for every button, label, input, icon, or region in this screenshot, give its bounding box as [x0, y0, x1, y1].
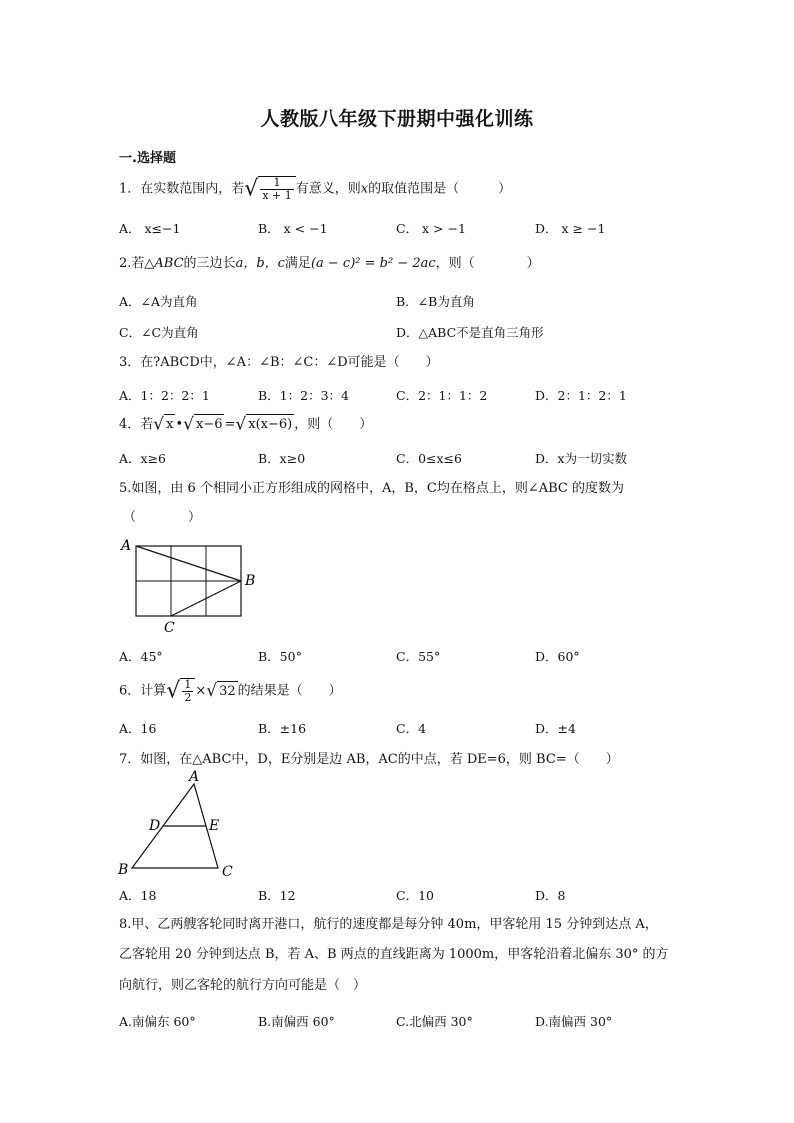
- q2-option-a: A．∠A为直角: [119, 294, 198, 309]
- question-5: 5.如图，由 6 个相同小正方形组成的网格中，A，B，C均在格点上，则∠ABC 的度数为: [119, 481, 624, 496]
- q5-option-d: D．60°: [535, 649, 580, 664]
- point-label-a: A: [189, 769, 200, 785]
- question-6: 6．计算√ $\frac{1}{2}$ ×√ 32 的结果是（ ）: [119, 678, 342, 704]
- point-label-c: C: [222, 864, 233, 880]
- q3-option-d: D．2：1：2：1: [535, 388, 627, 403]
- q6-times: ×: [195, 683, 207, 699]
- point-label-c: C: [164, 620, 175, 635]
- q6-sqrt-fraction: √ $\frac{1}{2}$: [166, 678, 195, 704]
- q1-sqrt-expression: √ $\frac{1}{x + 1}$: [244, 176, 295, 202]
- q4-option-c: C．0≤x≤6: [396, 451, 462, 466]
- q4-equals: =: [224, 417, 236, 432]
- q5-option-a: A．45°: [119, 649, 163, 664]
- q2-triangle: ABC: [154, 256, 184, 271]
- q7-option-d: D．8: [535, 888, 566, 903]
- q3-option-b: B．1：2：3：4: [258, 388, 349, 403]
- q1-text-a: 有意义，则: [295, 181, 361, 197]
- q4-option-d: D．x为一切实数: [535, 451, 628, 466]
- question-8-line-1: 8.甲、乙两艘客轮同时离开港口，航行的速度都是每分钟 40m，甲客轮用 15 分钟到达点 A，: [119, 917, 658, 932]
- q1-frac-denominator: x + 1: [262, 189, 292, 202]
- q5-answer-paren: （ ）: [123, 510, 202, 525]
- q4-option-b: B．x≥0: [258, 451, 306, 466]
- q6-prefix: 6．计算: [119, 683, 167, 699]
- q2-option-b: B．∠B为直角: [396, 294, 475, 309]
- q2-text-cond: 满足: [284, 256, 311, 271]
- q6-frac-numerator: 1: [184, 678, 192, 691]
- q5-option-b: B．50°: [258, 649, 302, 664]
- point-label-b: B: [245, 573, 256, 589]
- q4-radical-1: x: [164, 414, 175, 435]
- q1-var: x: [360, 181, 369, 197]
- point-label-e: E: [209, 818, 220, 834]
- q4-radical-3: x(x−6): [246, 414, 294, 435]
- q2-text-post: ，则（ ）: [435, 256, 540, 271]
- point-label-b: B: [118, 862, 129, 878]
- q8-option-c: C.北偏西 30°: [396, 1014, 473, 1029]
- question-1: [119, 176, 511, 202]
- q7-option-c: C．10: [396, 888, 434, 903]
- q1-frac-numerator: 1: [260, 177, 293, 190]
- q1-option-d: D． x ≥ −1: [535, 221, 606, 236]
- q7-option-b: B．12: [258, 888, 296, 903]
- point-label-a: A: [121, 538, 132, 554]
- segment-ab: [136, 546, 241, 581]
- q8-option-d: D.南偏西 30°: [535, 1014, 613, 1029]
- question-4: 4．若√ x •√ x−6 =√ x(x−6) ，则（ ）: [119, 414, 373, 435]
- q2-text-pre: 2.若△: [119, 256, 155, 271]
- q6-option-c: C．4: [396, 721, 427, 736]
- q3-option-c: C．2：1：1：2: [396, 388, 488, 403]
- q2-option-c: C．∠C为直角: [119, 325, 199, 340]
- q1-prefix: 1．在实数范围内，若: [119, 181, 245, 197]
- q7-option-a: A．18: [119, 888, 157, 903]
- question-8-line-3: 向航行，则乙客轮的航行方向可能是（ ）: [119, 978, 367, 993]
- q5-grid-figure: [115, 535, 265, 635]
- q7-triangle-figure: [112, 768, 242, 880]
- q8-option-a: A.南偏东 60°: [119, 1014, 196, 1029]
- q5-option-c: C．55°: [396, 649, 441, 664]
- q6-option-d: D．±4: [535, 721, 576, 736]
- q2-option-d: D．△ABC不是直角三角形: [396, 325, 544, 340]
- q4-radical-2: x−6: [194, 414, 225, 435]
- q2-vars: a，b，c: [235, 256, 285, 271]
- q6-frac-denominator: 2: [184, 691, 192, 704]
- q1-option-a: A． x≤−1: [119, 221, 181, 236]
- question-2: [119, 254, 540, 274]
- q3-option-a: A．1：2：2：1: [119, 388, 210, 403]
- point-label-d: D: [149, 818, 161, 834]
- q4-dot: •: [175, 417, 184, 432]
- q2-formula: (a − c)² = b² − 2ac: [310, 256, 436, 271]
- q4-option-a: A．x≥6: [119, 451, 167, 466]
- section-heading: 一.选择题: [119, 151, 176, 166]
- q4-suffix: ，则（ ）: [294, 417, 373, 432]
- q6-radical: 32: [217, 681, 238, 702]
- q8-option-b: B.南偏西 60°: [258, 1014, 335, 1029]
- question-8-line-2: 乙客轮用 20 分钟到达点 B，若 A、B 两点的直线距离为 1000m，甲客轮沿着北偏东 30° 的方: [119, 947, 669, 962]
- q2-text-mid: 的三边长: [183, 256, 236, 271]
- question-7: 7．如图，在△ABC中，D，E分别是边 AB，AC的中点，若 DE=6，则 BC=（ ）: [119, 752, 619, 767]
- q1-text-b: 的取值范围是（ ）: [368, 181, 512, 197]
- q1-option-b: B． x < −1: [258, 221, 328, 236]
- q1-option-c: C． x > −1: [396, 221, 466, 236]
- page-title: 人教版八年级下册期中强化训练: [260, 108, 534, 130]
- q6-option-b: B．±16: [258, 721, 307, 736]
- q6-suffix: 的结果是（ ）: [237, 683, 342, 699]
- question-3: 3．在?ABCD中，∠A：∠B：∠C：∠D可能是（ ）: [119, 355, 439, 370]
- q6-option-a: A．16: [119, 721, 157, 736]
- q4-prefix: 4．若: [119, 417, 154, 432]
